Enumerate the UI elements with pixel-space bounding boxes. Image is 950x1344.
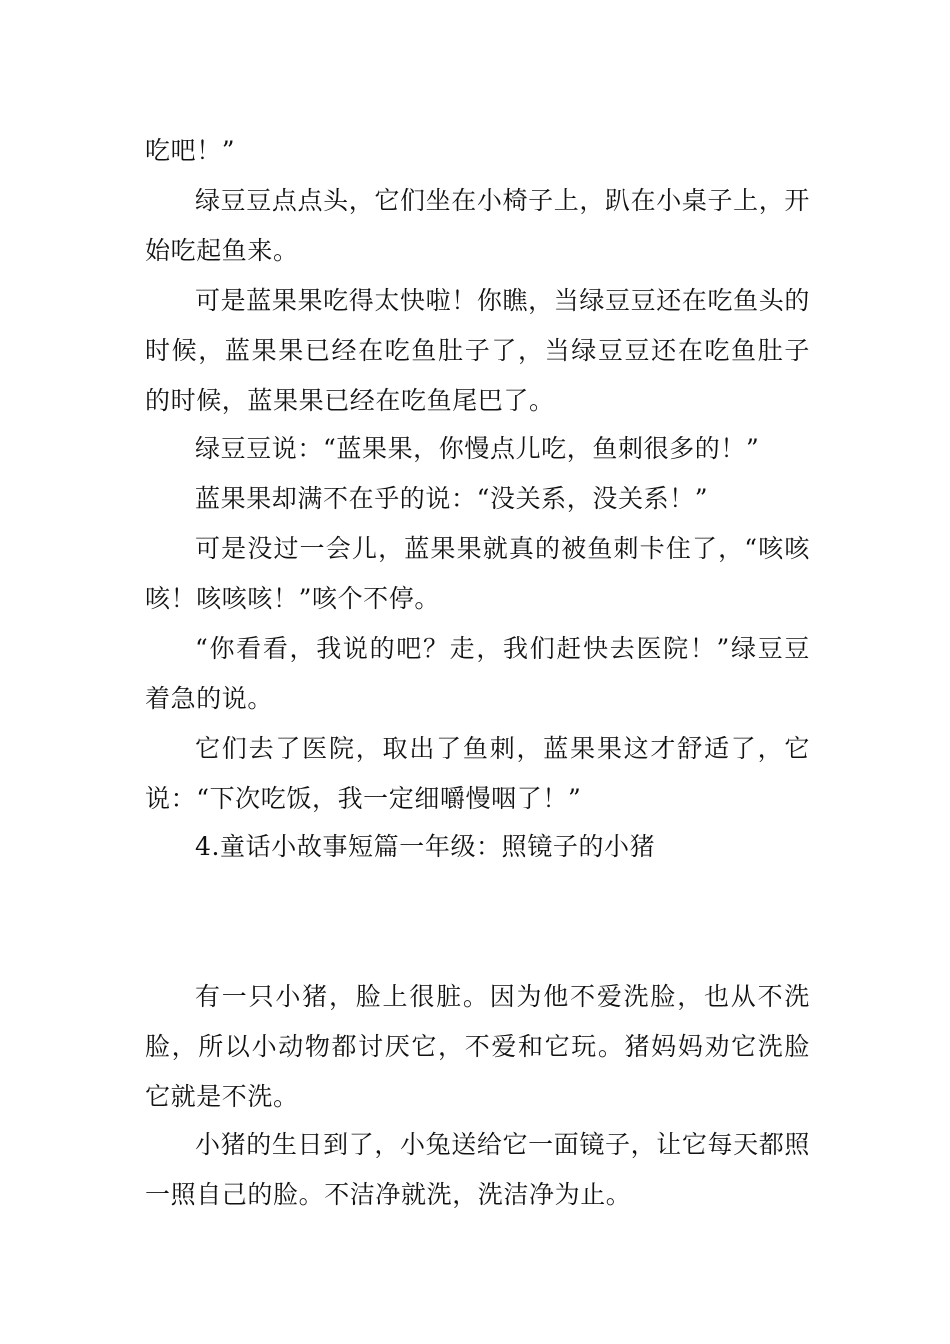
paragraph-continuation: 吃吧！” <box>145 136 236 165</box>
paragraph: 有一只小猪，脸上很脏。因为他不爱洗脸，也从不洗脸，所以小动物都讨厌它，不爱和它玩。猪妈妈劝它洗脸它就是不洗。 <box>145 982 810 1111</box>
section-heading: 4.童话小故事短篇一年级：照镜子的小猪 <box>195 832 656 861</box>
paragraph: 蓝果果却满不在乎的说：“没关系，没关系！” <box>195 484 709 513</box>
paragraph: 可是没过一会儿，蓝果果就真的被鱼刺卡住了，“咳咳咳！咳咳咳！”咳个不停。 <box>145 534 810 613</box>
paragraph: 它们去了医院，取出了鱼刺，蓝果果这才舒适了，它说：“下次吃饭，我一定细嚼慢咽了！” <box>145 734 810 813</box>
paragraph: 可是蓝果果吃得太快啦！你瞧，当绿豆豆还在吃鱼头的时候，蓝果果已经在吃鱼肚子了，当绿豆豆还在吃鱼肚子的时候，蓝果果已经在吃鱼尾巴了。 <box>145 286 810 415</box>
paragraph: “你看看，我说的吧？走，我们赶快去医院！”绿豆豆着急的说。 <box>145 634 810 713</box>
paragraph: 绿豆豆点点头，它们坐在小椅子上，趴在小桌子上，开始吃起鱼来。 <box>145 186 810 265</box>
paragraph: 绿豆豆说：“蓝果果，你慢点儿吃，鱼刺很多的！” <box>195 434 760 463</box>
paragraph: 小猪的生日到了，小兔送给它一面镜子，让它每天都照一照自己的脸。不洁净就洗，洗洁净为止。 <box>145 1130 810 1209</box>
